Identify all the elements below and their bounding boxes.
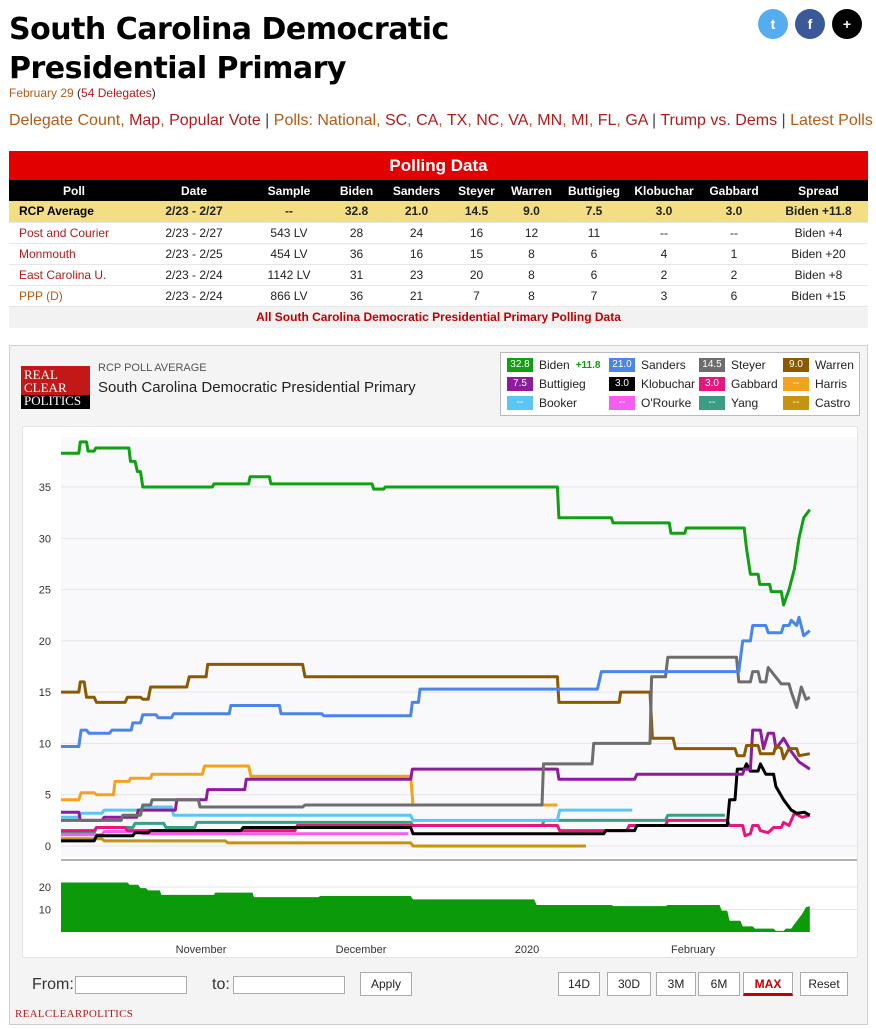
table-cell: 2/23 - 2/25	[139, 243, 249, 264]
legend-item-klobuchar[interactable]	[609, 377, 695, 391]
legend-item-harris[interactable]	[783, 377, 847, 391]
table-row	[9, 222, 868, 243]
table-cell: 1142 LV	[249, 264, 329, 285]
legend-label: Sanders	[641, 358, 686, 372]
range-button-3m[interactable]: 3M	[656, 972, 696, 996]
rcp-average-row	[9, 201, 868, 222]
twitter-icon[interactable]: t	[758, 9, 788, 39]
facebook-icon[interactable]: f	[795, 9, 825, 39]
range-button-14d[interactable]: 14D	[558, 972, 600, 996]
table-cell: 9.0	[504, 201, 559, 222]
range-button-30d[interactable]: 30D	[607, 972, 651, 996]
legend-label: Steyer	[731, 358, 766, 372]
nav-link-delegate-count[interactable]: Delegate Count	[9, 112, 121, 129]
table-cell: 4	[629, 243, 699, 264]
chart-plot-area[interactable]	[22, 426, 858, 958]
table-cell: 1	[699, 243, 769, 264]
spread-y-tick-label: 10	[38, 904, 51, 917]
nav-link-sc[interactable]: SC	[384, 112, 408, 129]
legend-label: Biden	[539, 358, 570, 372]
nav-link-popular-vote[interactable]: Popular Vote	[169, 112, 261, 129]
column-header-sanders: Sanders	[384, 180, 449, 201]
table-cell: 2	[699, 264, 769, 285]
table-cell: 14.5	[449, 201, 504, 222]
y-tick-label: 30	[38, 533, 51, 546]
logo-line-2: CLEAR	[24, 380, 67, 395]
legend-label: Buttigieg	[539, 377, 586, 391]
table-cell: 7.5	[559, 201, 629, 222]
table-cell: 28	[329, 222, 384, 243]
table-cell: 2/23 - 2/24	[139, 285, 249, 306]
footer-logo: REALCLEARPOLITICS	[15, 1008, 134, 1020]
column-header-poll: Poll	[9, 180, 139, 201]
table-cell: 11	[559, 222, 629, 243]
legend-item-warren[interactable]	[783, 358, 854, 372]
to-date-input[interactable]	[233, 976, 345, 994]
table-cell: 454 LV	[249, 243, 329, 264]
table-cell: 7	[449, 285, 504, 306]
legend-swatch: --	[783, 396, 809, 410]
table-cell: 21.0	[384, 201, 449, 222]
legend-item-orourke[interactable]	[609, 396, 691, 410]
column-header-biden: Biden	[329, 180, 384, 201]
table-cell: 16	[449, 222, 504, 243]
table-cell: 2/23 - 2/27	[139, 201, 249, 222]
y-tick-label: 20	[38, 635, 51, 648]
legend-item-buttigieg[interactable]	[507, 377, 586, 391]
logo-line-3: POLITICS	[24, 393, 82, 408]
table-cell: 12	[504, 222, 559, 243]
delegates-link[interactable]: 54 Delegates	[81, 86, 152, 100]
column-header-gabbard: Gabbard	[699, 180, 769, 201]
legend-item-steyer[interactable]	[699, 358, 766, 372]
table-cell: 3.0	[699, 201, 769, 222]
from-date-input[interactable]	[75, 976, 187, 994]
y-tick-label: 10	[38, 738, 51, 751]
table-cell: --	[699, 222, 769, 243]
table-cell: 21	[384, 285, 449, 306]
legend-swatch: --	[609, 396, 635, 410]
x-axis-label: November	[175, 944, 227, 956]
column-header-buttigieg: Buttigieg	[559, 180, 629, 201]
table-cell: 543 LV	[249, 222, 329, 243]
legend-swatch: 21.0	[609, 358, 635, 372]
table-cell: 24	[384, 222, 449, 243]
legend-item-biden[interactable]	[507, 358, 600, 372]
legend-swatch: 3.0	[609, 377, 635, 391]
table-cell: 2/23 - 2/24	[139, 264, 249, 285]
legend-label: Harris	[815, 377, 847, 391]
from-label: From:	[32, 976, 74, 993]
table-cell: Biden +4	[769, 222, 868, 243]
poll-name[interactable]: Monmouth	[9, 243, 139, 264]
nav-link-mi[interactable]: MI	[571, 112, 589, 129]
primary-date-line: February 29 (54 Delegates)	[9, 86, 156, 100]
column-header-steyer: Steyer	[449, 180, 504, 201]
polling-data-table	[9, 151, 868, 328]
x-axis-label: December	[335, 944, 387, 956]
nav-link-mn[interactable]: MN	[537, 112, 563, 129]
nav-separator: |	[647, 112, 661, 129]
rcp-logo	[21, 366, 90, 409]
table-cell: 6	[559, 243, 629, 264]
apply-button[interactable]: Apply	[360, 972, 412, 996]
column-header-date: Date	[139, 180, 249, 201]
nav-link-fl[interactable]: FL	[597, 112, 617, 129]
column-header-klobuchar: Klobuchar	[629, 180, 699, 201]
legend-swatch: --	[507, 396, 533, 410]
range-button-max[interactable]: MAX	[743, 972, 793, 996]
y-tick-label: 15	[38, 687, 51, 700]
legend-swatch: 7.5	[507, 377, 533, 391]
table-cell: 6	[559, 264, 629, 285]
rcp-poll-average-label: RCP POLL AVERAGE	[98, 362, 207, 374]
nav-link-polls-national[interactable]: Polls: National	[273, 112, 377, 129]
legend-item-yang[interactable]	[699, 396, 758, 410]
nav-link-map[interactable]: Map	[129, 112, 161, 129]
table-cell: 8	[504, 264, 559, 285]
table-cell: Biden +15	[769, 285, 868, 306]
column-header-warren: Warren	[504, 180, 559, 201]
legend-swatch: --	[699, 396, 725, 410]
table-cell: Biden +8	[769, 264, 868, 285]
table-cell: 3	[629, 285, 699, 306]
y-tick-label: 5	[44, 789, 51, 802]
table-cell: 6	[699, 285, 769, 306]
legend-label: Booker	[539, 396, 578, 410]
page-title: South Carolina Democratic Presidential Primary	[9, 12, 449, 86]
primary-date: February 29	[9, 86, 74, 100]
table-cell: Biden +20	[769, 243, 868, 264]
nav-link-trump-vs-dems[interactable]: Trump vs. Dems	[660, 112, 778, 129]
table-cell: 866 LV	[249, 285, 329, 306]
legend-label: Yang	[731, 396, 759, 410]
nav-separator: |	[777, 112, 791, 129]
legend-swatch: 9.0	[783, 358, 809, 372]
legend-label: Gabbard	[731, 377, 778, 391]
table-cell: --	[629, 222, 699, 243]
y-tick-label: 35	[38, 482, 51, 494]
table-cell: 36	[329, 243, 384, 264]
y-tick-label: 0	[44, 841, 51, 853]
legend-swatch: --	[783, 377, 809, 391]
legend-item-castro[interactable]	[783, 396, 850, 410]
nav-link-ga[interactable]: GA	[625, 112, 648, 129]
table-cell: 36	[329, 285, 384, 306]
table-cell: 2	[629, 264, 699, 285]
x-axis-label: February	[670, 944, 716, 956]
poll-name[interactable]: PPP (D)	[9, 285, 139, 306]
legend-swatch: 14.5	[699, 358, 725, 372]
plot-band	[61, 437, 857, 857]
plus-icon[interactable]: +	[832, 9, 862, 39]
legend-item-booker[interactable]	[507, 396, 577, 410]
table-cell: 16	[384, 243, 449, 264]
table-cell: 8	[504, 243, 559, 264]
nav-link-latest-polls[interactable]: Latest Polls	[790, 112, 873, 129]
x-axis-label: 2020	[514, 944, 540, 956]
all-polling-data-link[interactable]: All South Carolina Democratic Presidential Primary Polling Data	[9, 307, 868, 328]
y-tick-label: 25	[38, 584, 51, 597]
column-header-sample: Sample	[249, 180, 329, 201]
legend-label: O'Rourke	[641, 396, 692, 410]
nav-link-tx[interactable]: TX	[446, 112, 468, 129]
range-button-reset[interactable]: Reset	[800, 972, 848, 996]
spread-y-tick-label: 20	[38, 882, 51, 894]
poll-average-chart-panel	[9, 345, 868, 1025]
table-cell: 31	[329, 264, 384, 285]
chart-legend	[500, 352, 860, 416]
polling-data-heading: Polling Data	[9, 151, 868, 180]
legend-item-sanders[interactable]	[609, 358, 686, 372]
legend-swatch: 3.0	[699, 377, 725, 391]
legend-label: Klobuchar	[641, 377, 696, 391]
legend-spread: +11.8	[575, 359, 601, 371]
column-header-spread: Spread	[769, 180, 868, 201]
table-cell: 20	[449, 264, 504, 285]
range-button-6m[interactable]: 6M	[698, 972, 740, 996]
nav-link-nc[interactable]: NC	[476, 112, 500, 129]
poll-name[interactable]: East Carolina U.	[9, 264, 139, 285]
table-row	[9, 264, 868, 285]
poll-name: RCP Average	[9, 201, 139, 222]
primary-nav-bar: Delegate Count, Map, Popular Vote | Polls: National, SC, CA, TX, NC, VA, MN, MI, FL, GA | Trump vs. Dems | Latest Polls	[9, 112, 873, 129]
table-cell: 8	[504, 285, 559, 306]
table-cell: 7	[559, 285, 629, 306]
nav-link-ca[interactable]: CA	[416, 112, 439, 129]
logo-line-1: REAL	[24, 367, 58, 382]
table-header-row	[9, 180, 868, 201]
poll-line-chart[interactable]	[23, 427, 857, 957]
legend-swatch: 32.8	[507, 358, 533, 372]
poll-name[interactable]: Post and Courier	[9, 222, 139, 243]
nav-link-va[interactable]: VA	[508, 112, 529, 129]
legend-label: Castro	[815, 396, 851, 410]
table-cell: 3.0	[629, 201, 699, 222]
nav-separator: |	[260, 112, 274, 129]
legend-label: Warren	[815, 358, 854, 372]
table-cell: 2/23 - 2/27	[139, 222, 249, 243]
to-label: to:	[212, 976, 230, 993]
date-range-controls	[10, 966, 867, 1002]
table-cell: Biden +11.8	[769, 201, 868, 222]
table-cell: 23	[384, 264, 449, 285]
chart-title: South Carolina Democratic Presidential Primary	[98, 379, 416, 396]
table-cell: 32.8	[329, 201, 384, 222]
table-cell: --	[249, 201, 329, 222]
legend-item-gabbard[interactable]	[699, 377, 778, 391]
table-cell: 15	[449, 243, 504, 264]
table-row	[9, 243, 868, 264]
table-row	[9, 285, 868, 306]
